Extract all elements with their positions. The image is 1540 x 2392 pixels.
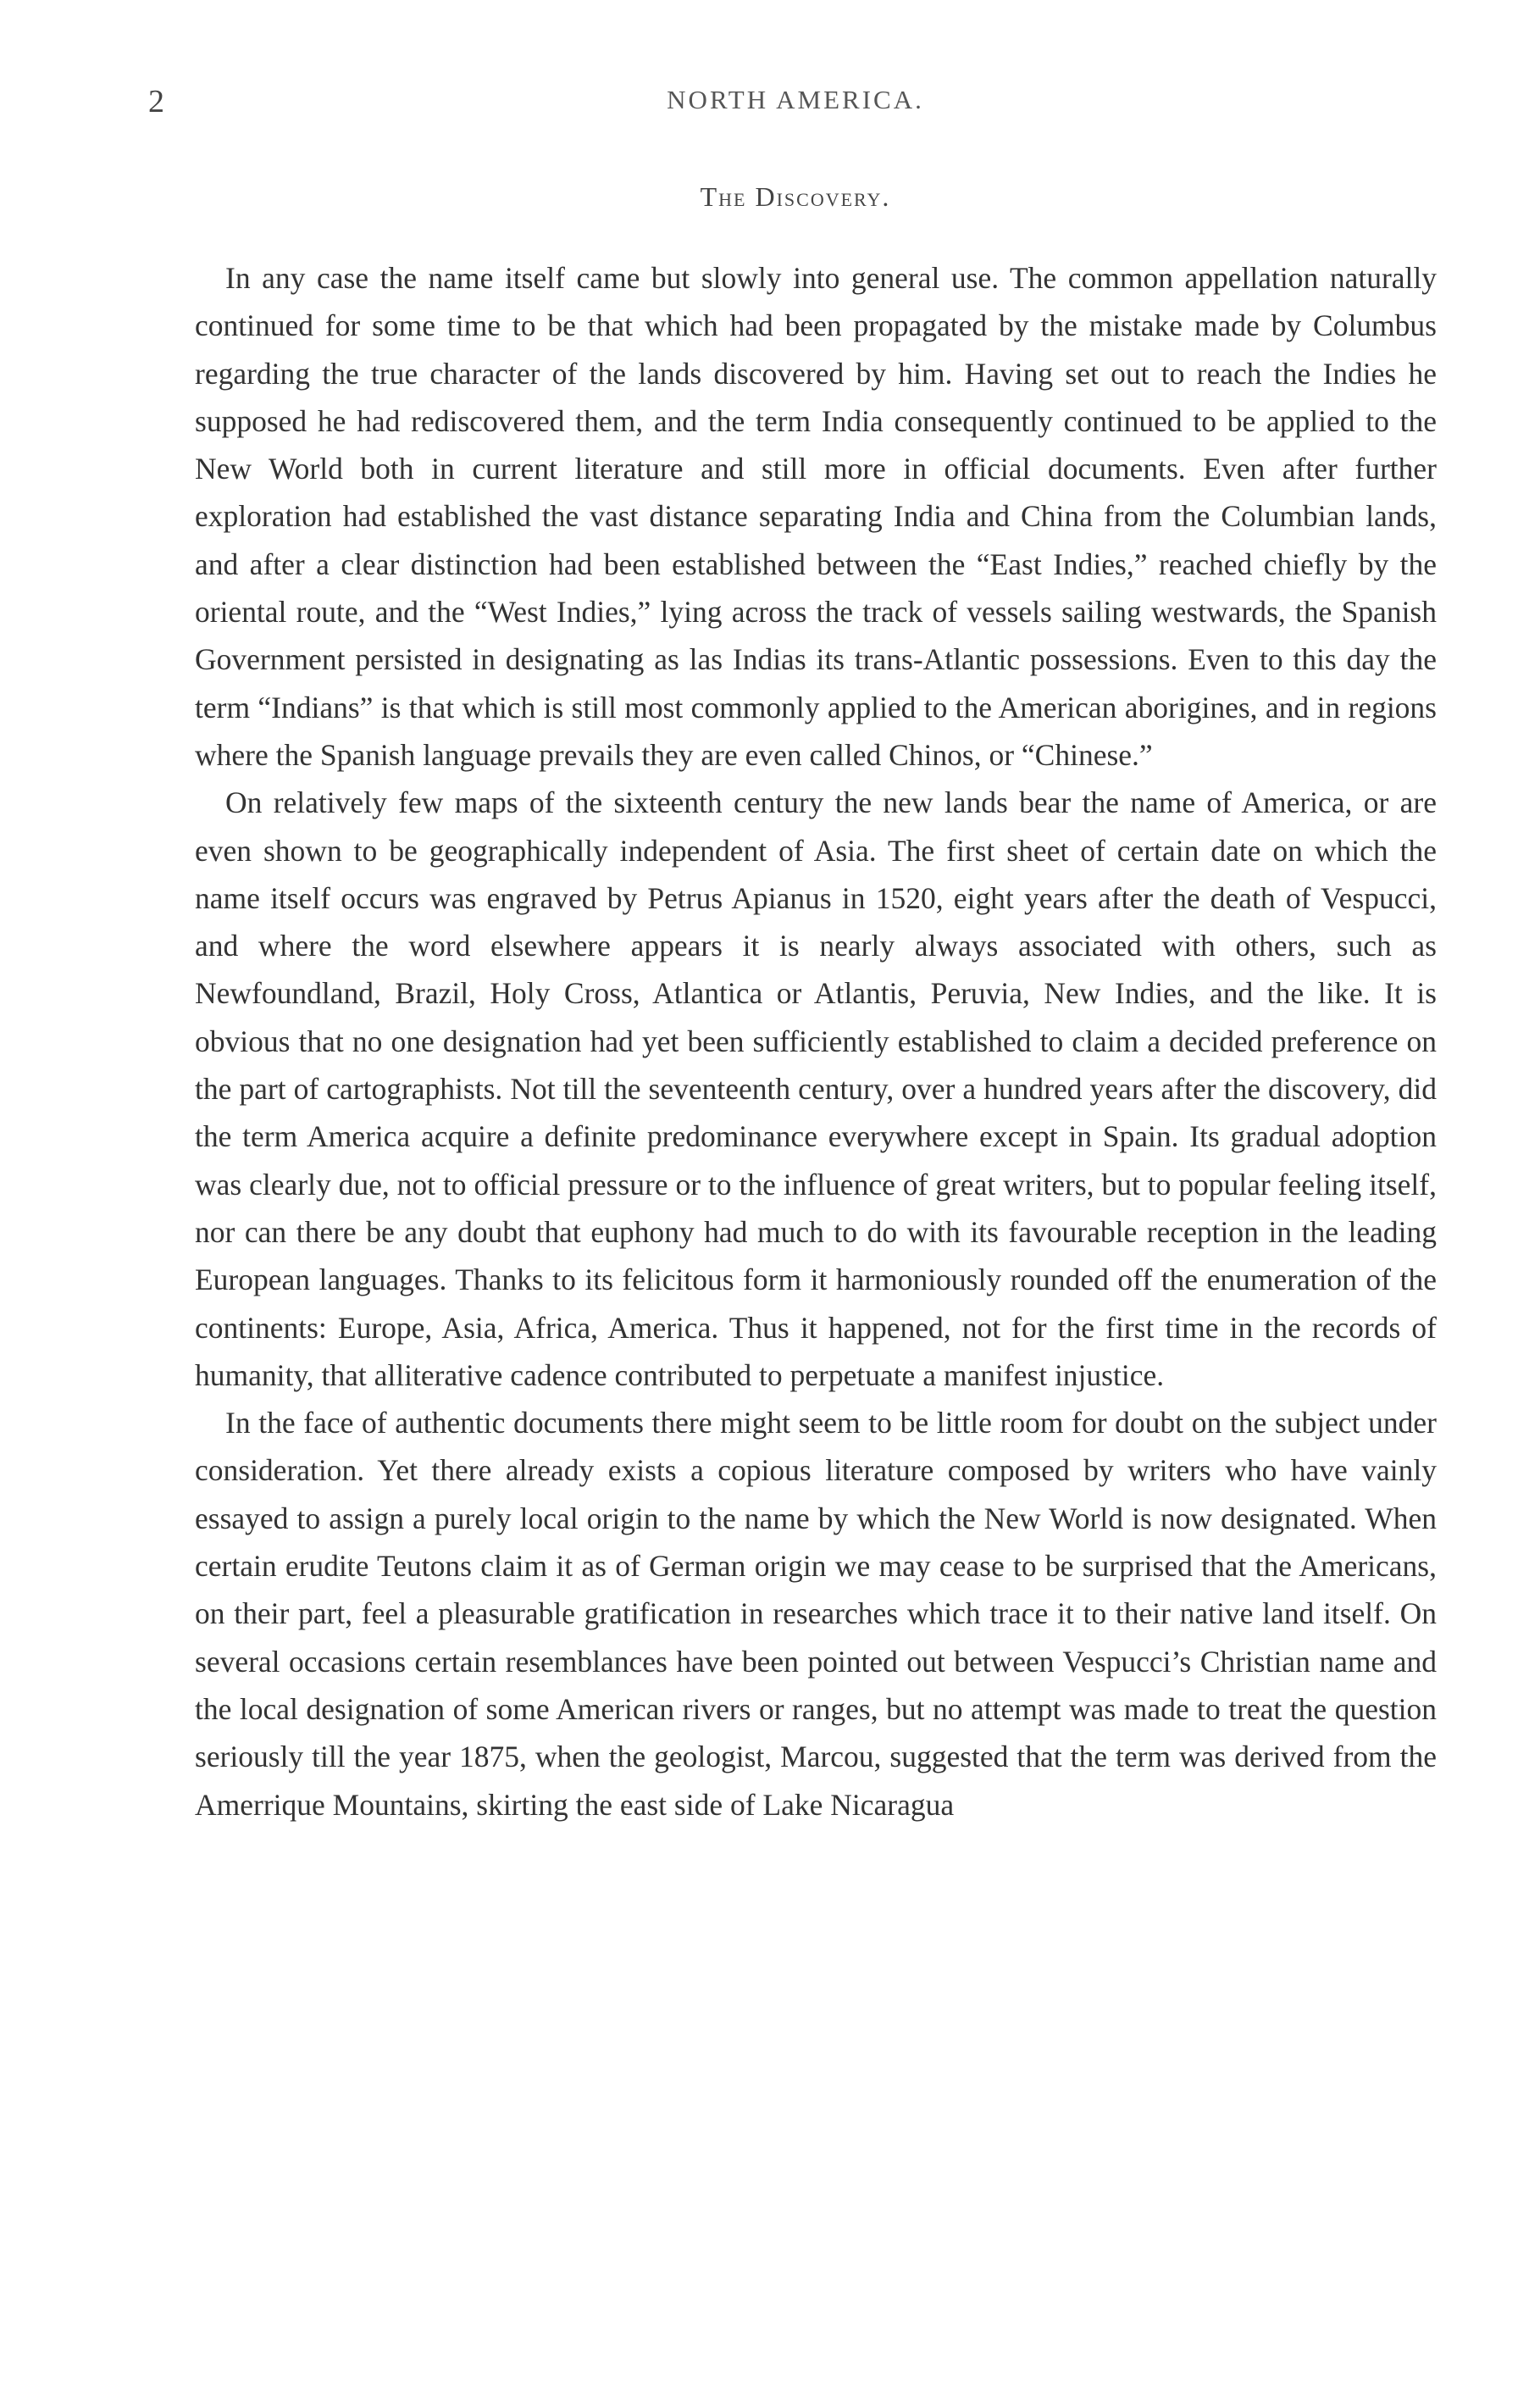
- paragraph: On relatively few maps of the sixteenth century the new lands bear the name of America, or are even shown to be geographically independent of Asia. The first sheet of certain date on which the name itself occurs was engraved by Petrus Apianus in 1520, eight years after the death of Vespucci, and where the word elsewhere appears it is nearly always associated with others, such as Newfoundland, Brazil, Holy Cross, Atlantica or Atlantis, Peruvia, New Indies, and the like. It is obvious that no one designation had yet been sufficiently established to claim a decided preference on the part of cartographists. Not till the seventeenth century, over a hundred years after the discovery, did the term America acquire a definite predominance everywhere except in Spain. Its gradual adoption was clearly due, not to official pressure or to the influence of great writers, but to popular feeling itself, nor can there be any doubt that euphony had much to do with its favourable reception in the leading European languages. Thanks to its felicitous form it harmoniously rounded off the enumeration of the continents: Europe, Asia, Africa, America. Thus it happened, not for the first time in the records of humanity, that alliterative cadence contributed to perpetuate a manifest injustice.: [195, 785, 1437, 1392]
- running-head: NORTH AMERICA.: [667, 85, 924, 114]
- page-header: [148, 83, 1443, 125]
- section-title: The Discovery.: [700, 181, 891, 212]
- page-number: 2: [148, 84, 164, 119]
- paragraph: In any case the name itself came but slowly into general use. The common appellation naturally continued for some time to be that which had been propagated by the mistake made by Columbus regarding the true character of the lands discovered by him. Having set out to reach the Indies he supposed he had rediscovered them, and the term India consequently continued to be applied to the New World both in current literature and still more in official documents. Even after further exploration had established the vast distance separating India and China from the Columbian lands, and after a clear distinction had been established between the “East Indies,” reached chiefly by the oriental route, and the “West Indies,” lying across the track of vessels sailing westwards, the Spanish Government persisted in designating as las Indias its trans-Atlantic possessions. Even to this day the term “Indians” is that which is still most commonly applied to the American aborigines, and in regions where the Spanish language prevails they are even called Chinos, or “Chinese.”: [195, 261, 1437, 772]
- paragraph: In the face of authentic documents there might seem to be little room for doubt on the subject under consideration. Yet there already exists a copious literature composed by writers who have vainly essayed to assign a purely local origin to the name by which the New World is now designated. When certain erudite Teutons claim it as of German origin we may cease to be surprised that the Americans, on their part, feel a pleasurable gratification in researches which trace it to their native land itself. On several occasions certain resemblances have been pointed out between Vespucci’s Christian name and the local designation of some American rivers or ranges, but no attempt was made to treat the question seriously till the year 1875, when the geologist, Marcou, suggested that the term was derived from the Amerrique Mountains, skirting the east side of Lake Nicaragua: [195, 1406, 1437, 1822]
- body-text: [195, 254, 1437, 1829]
